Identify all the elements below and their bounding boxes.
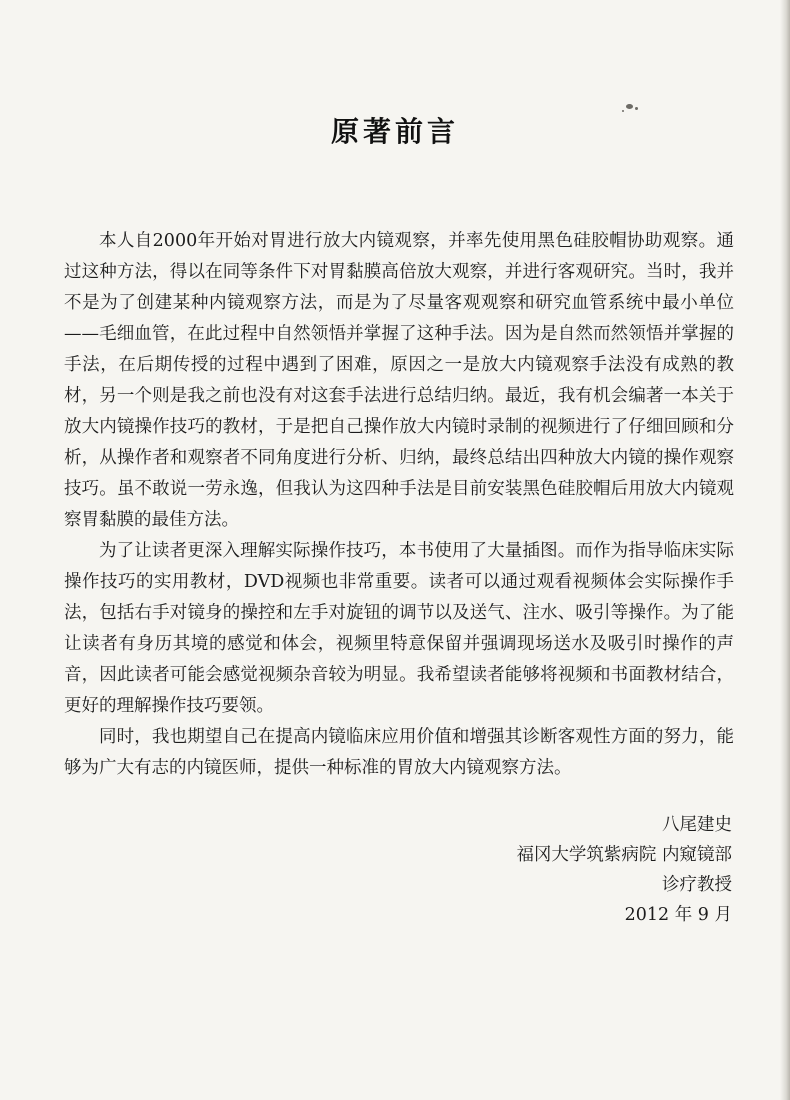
signature-date: 2012 年 9 月 <box>624 905 732 925</box>
preface-paragraph: 为了让读者更深入理解实际操作技巧，本书使用了大量插图。而作为指导临床实际操作技巧的实用教材，DVD视频也非常重要。读者可以通过观看视频体会实际操作手法，包括右手对镜身的操控和左手对旋钮的调节以及送气、注水、吸引等操作。为了能让读者有身历其境的感觉和体会，视频里特意保留并强调现场送水及吸引时操作的声音，因此读者可能会感觉视频杂音较为明显。我希望读者能够将视频和书面教材结合，更好的理解操作技巧要领。 <box>64 541 734 716</box>
signature-block <box>516 810 732 930</box>
scan-edge-shadow <box>780 0 790 1100</box>
page-title: 原著前言 <box>330 115 459 148</box>
preface-paragraph: 本人自2000年开始对胃进行放大内镜观察，并率先使用黑色硅胶帽协助观察。通过这种方法，得以在同等条件下对胃黏膜高倍放大观察，并进行客观研究。当时，我并不是为了创建某种内镜观察方法，而是为了尽量客观观察和研究血管系统中最小单位——毛细血管，在此过程中自然领悟并掌握了这种手法。因为是自然而然领悟并掌握的手法，在后期传授的过程中遇到了困难，原因之一是放大内镜观察手法没有成熟的教材，另一个则是我之前也没有对这套手法进行总结归纳。最近，我有机会编著一本关于放大内镜操作技巧的教材，于是把自己操作放大内镜时录制的视频进行了仔细回顾和分析，从操作者和观察者不同角度进行分析、归纳，最终总结出四种放大内镜的操作观察技巧。虽不敢说一劳永逸，但我认为这四种手法是目前安装黑色硅胶帽后用放大内镜观察胃黏膜的最佳方法。 <box>64 231 734 530</box>
preface-paragraph: 同时，我也期望自己在提高内镜临床应用价值和增强其诊断客观性方面的努力，能够为广大有志的内镜医师，提供一种标准的胃放大内镜观察方法。 <box>64 727 734 778</box>
signature-author: 八尾建史 <box>662 815 732 835</box>
page-speck <box>626 104 633 109</box>
signature-position: 诊疗教授 <box>662 875 732 895</box>
signature-affiliation: 福冈大学筑紫病院 内窥镜部 <box>516 845 732 865</box>
preface-body <box>64 226 734 784</box>
